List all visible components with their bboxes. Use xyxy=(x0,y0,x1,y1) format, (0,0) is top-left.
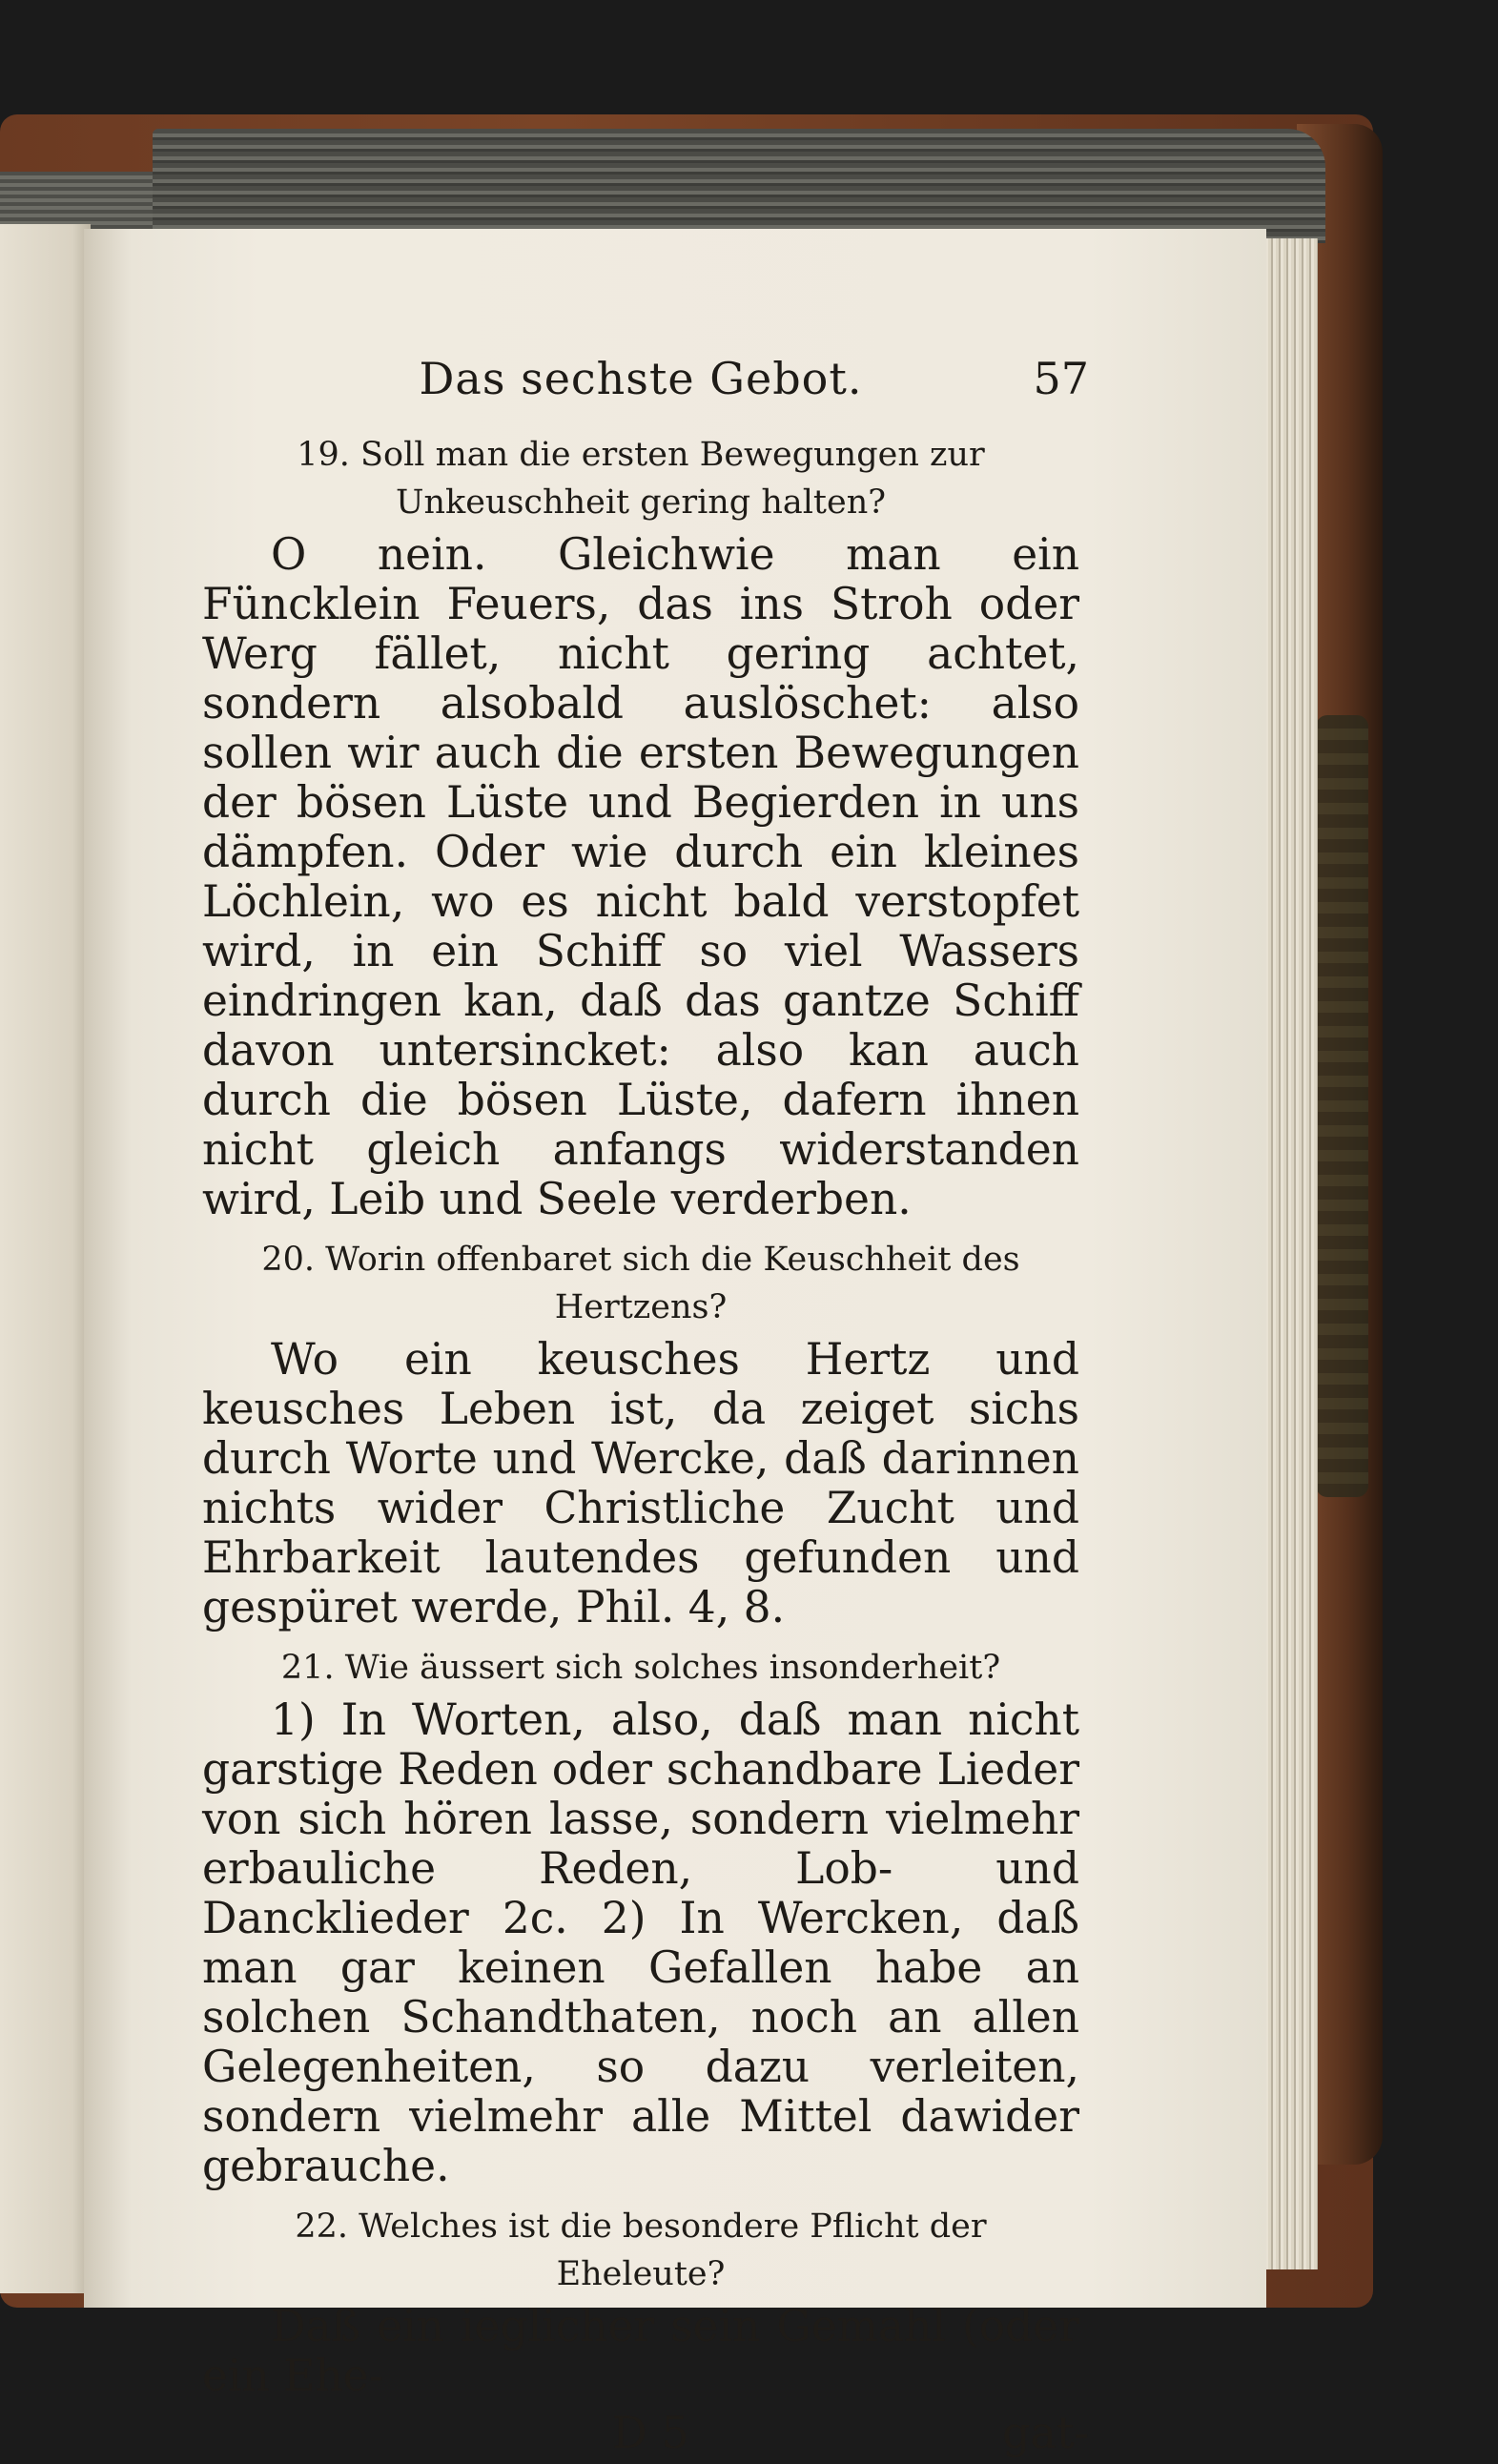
question-19: 19. Soll man die ersten Bewegungen zur Unkeuschheit gering halten? xyxy=(297,436,985,522)
answer-19: O nein. Gleichwie man ein Füncklein Feuers, das ins Stroh oder Werg fället, nicht gering achtet, sondern alsobald auslöschet: also sollen wir auch die ersten Bewegungen der bösen Lüste und Begierden in uns dämpfen. Oder wie durch ein kleines Löchlein, wo es nicht bald verstopfet wird, in ein Schiff so viel Wassers eindringen kan, daß das gantze Schiff davon untersincket: also kan auch durch die bösen Lüste, dafern ihnen nicht gleich anfangs widerstanden wird, Leib und Seele verderben. xyxy=(202,529,1079,1224)
running-head: Das sechste Gebot. xyxy=(419,353,863,404)
question-22: 22. Welches ist die besondere Pflicht der Eheleute? xyxy=(295,2207,987,2293)
page-header xyxy=(202,353,1089,429)
question-20: 20. Worin offenbaret sich die Keuschheit des Hertzens? xyxy=(261,1241,1020,1326)
page-number: 57 xyxy=(1033,353,1089,404)
answer-22: Daß ein ieglicher sein Gemahl (oder ein Ehe- xyxy=(202,2301,1079,2401)
answer-21: 1) In Worten, also, daß man nicht garstige Reden oder schandbare Lieder von sich hören lasse, sondern vielmehr erbauliche Reden, Lob- und Dancklieder 2c. 2) In Wercken, daß man gar keinen Gefallen habe an solchen Schandthaten, noch an allen Gelegenheiten, so dazu verleiten, sondern vielmehr alle Mittel dawider gebrauche. xyxy=(202,1694,1079,2191)
text-column xyxy=(202,353,1089,2464)
page-block-top-edge xyxy=(153,129,1325,243)
page-footer xyxy=(202,2407,1089,2464)
question-21: 21. Wie äussert sich solches insonderheit? xyxy=(280,1649,1001,1687)
page-block-fore-edge xyxy=(1261,238,1318,2269)
catchword: gat- xyxy=(1002,2407,1089,2458)
signature-mark: D 5 xyxy=(612,2407,689,2458)
answer-20: Wo ein keusches Hertz und keusches Leben ist, da zeiget sichs durch Worte und Wercke, daß darinnen nichts wider Christliche Zucht und Ehrbarkeit lautendes gefunden und gespüret werde, Phil. 4, 8. xyxy=(202,1334,1079,1632)
left-page xyxy=(0,224,91,2293)
